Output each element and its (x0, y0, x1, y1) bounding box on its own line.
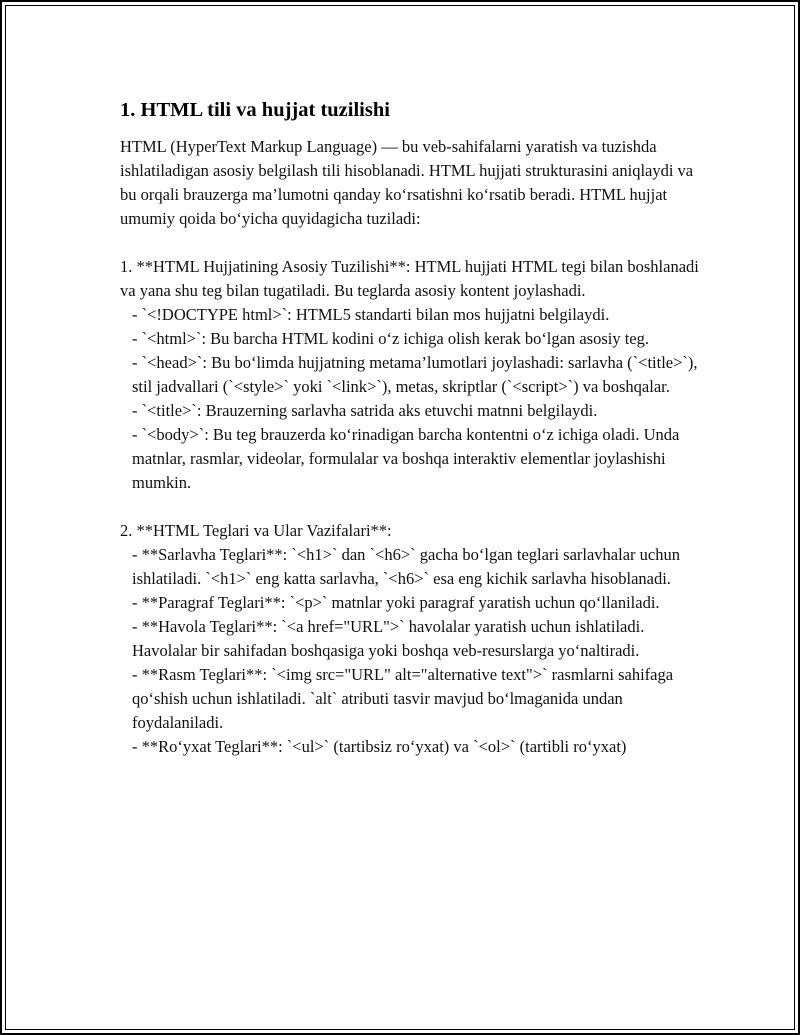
section1-item-head: - `<head>`: Bu bo‘limda hujjatning metama’lumotlari joylashadi: sarlavha (`<title>`), stil jadvallari (`<style>` yoki `<link>`), metas, skriptlar (`<script>`) va boshqalar. (132, 353, 702, 396)
section2-item-images: - **Rasm Teglari**: `<img src="URL" alt="alternative text">` rasmlarni sahifaga qo‘shish uchun ishlatiladi. `alt` atributi tasvir mavjud bo‘lmaganida undan foydalaniladi. (132, 665, 678, 732)
section2-heading: 2. **HTML Teglari va Ular Vazifalari**: (120, 521, 392, 540)
section1-item-title: - `<title>`: Brauzerning sarlavha satrida aks etuvchi matnni belgilaydi. (132, 401, 598, 420)
paragraph-gap (120, 495, 700, 519)
intro-paragraph: HTML (HyperText Markup Language) — bu veb-sahifalarni yaratish va tuzishda ishlatiladigan asosiy belgilash tili hisoblanadi. HTML hujjati strukturasini aniqlaydi va bu orqali brauzerga ma’lumotni qanday ko‘rsatishni ko‘rsatib beradi. HTML hujjat umumiy qoida bo‘yicha quyidagicha tuziladi: (120, 137, 698, 228)
section1-item-doctype: - `<!DOCTYPE html>`: HTML5 standarti bilan mos hujjatni belgilaydi. (132, 305, 610, 324)
section2-item-links: - **Havola Teglari**: `<a href="URL">` havolalar yaratish uchun ishlatiladi. Havolalar bir sahifadan boshqasiga yoki boshqa veb-resurslarga yo‘naltiradi. (132, 617, 649, 660)
document-body (120, 97, 703, 759)
section1-item-body: - `<body>`: Bu teg brauzerda ko‘rinadigan barcha kontentni o‘z ichiga oladi. Unda matnlar, rasmlar, videolar, formulalar va boshqa interaktiv elementlar joylashishi mumkin. (132, 425, 684, 492)
section2-item-lists: - **Ro‘yxat Teglari**: `<ul>` (tartibsiz ro‘yxat) va `<ol>` (tartibli ro‘yxat) (132, 737, 627, 756)
section2-item-paragraph: - **Paragraf Teglari**: `<p>` matnlar yoki paragraf yaratish uchun qo‘llaniladi. (132, 593, 660, 612)
section1-item-html: - `<html>`: Bu barcha HTML kodini o‘z ichiga olish kerak bo‘lgan asosiy teg. (132, 329, 650, 348)
section1-heading: 1. **HTML Hujjatining Asosiy Tuzilishi**: HTML hujjati HTML tegi bilan boshlanadi va yana shu teg bilan tugatiladi. Bu teglarda asosiy kontent joylashadi. (120, 257, 703, 300)
paragraph-gap (120, 231, 700, 255)
section2-item-headings: - **Sarlavha Teglari**: `<h1>` dan `<h6>` gacha bo‘lgan teglari sarlavhalar uchun ishlatiladi. `<h1>` eng katta sarlavha, `<h6>` esa eng kichik sarlavha hisoblanadi. (132, 545, 685, 588)
document-title: 1. HTML tili va hujjat tuzilishi (120, 99, 390, 121)
